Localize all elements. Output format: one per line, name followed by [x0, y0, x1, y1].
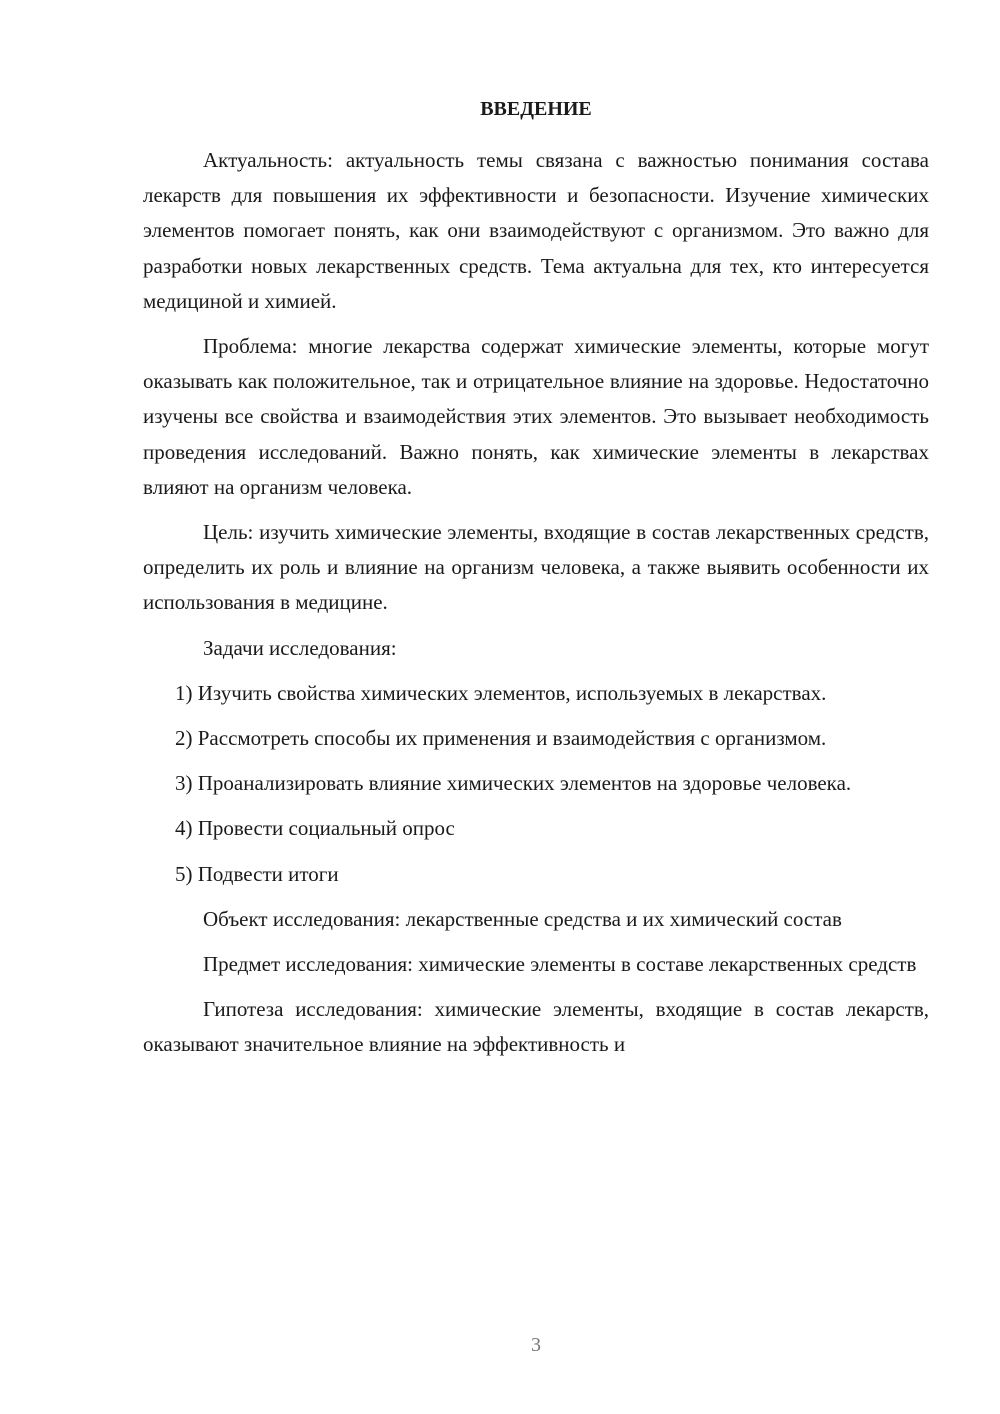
task-item-3: 3) Проанализировать влияние химических элементов на здоровье человека.: [175, 771, 852, 796]
subject-paragraph: Предмет исследования: химические элементы в составе лекарственных средств: [203, 952, 917, 977]
task-item-1: 1) Изучить свойства химических элементов, используемых в лекарствах.: [175, 680, 827, 705]
task-item-4: 4) Провести социальный опрос: [175, 816, 455, 841]
page-number: 3: [531, 1334, 541, 1356]
page-title: ВВЕДЕНИЕ: [480, 98, 592, 120]
relevance-paragraph: Актуальность: актуальность темы связана с важностью понимания состава лекарств для повышения их эффективности и безопасности. Изучение химических элементов помогает понять, как они взаимодействуют с организмом. Это важно для разработки новых лекарственных средств. Тема актуальна для тех, кто интересуется медициной и химией.: [143, 148, 929, 313]
tasks-heading: Задачи исследования:: [203, 635, 397, 660]
problem-paragraph: Проблема: многие лекарства содержат химические элементы, которые могут оказывать как положительное, так и отрицательное влияние на здоровье. Недостаточно изучены все свойства и взаимодействия этих элементов. Это вызывает необходимость проведения исследований. Важно понять, как химические элементы в лекарствах влияют на организм человека.: [143, 334, 929, 499]
goal-paragraph: Цель: изучить химические элементы, входящие в состав лекарственных средств, определить их роль и влияние на организм человека, а также выявить особенности их использования в медицине.: [143, 520, 929, 615]
page-content: [143, 92, 929, 1073]
task-item-5: 5) Подвести итоги: [175, 861, 339, 886]
hypothesis-paragraph: Гипотеза исследования: химические элементы, входящие в состав лекарств, оказывают значительное влияние на эффективность и: [143, 997, 929, 1057]
task-item-2: 2) Рассмотреть способы их применения и взаимодействия с организмом.: [175, 726, 827, 751]
object-paragraph: Объект исследования: лекарственные средства и их химический состав: [203, 906, 842, 931]
